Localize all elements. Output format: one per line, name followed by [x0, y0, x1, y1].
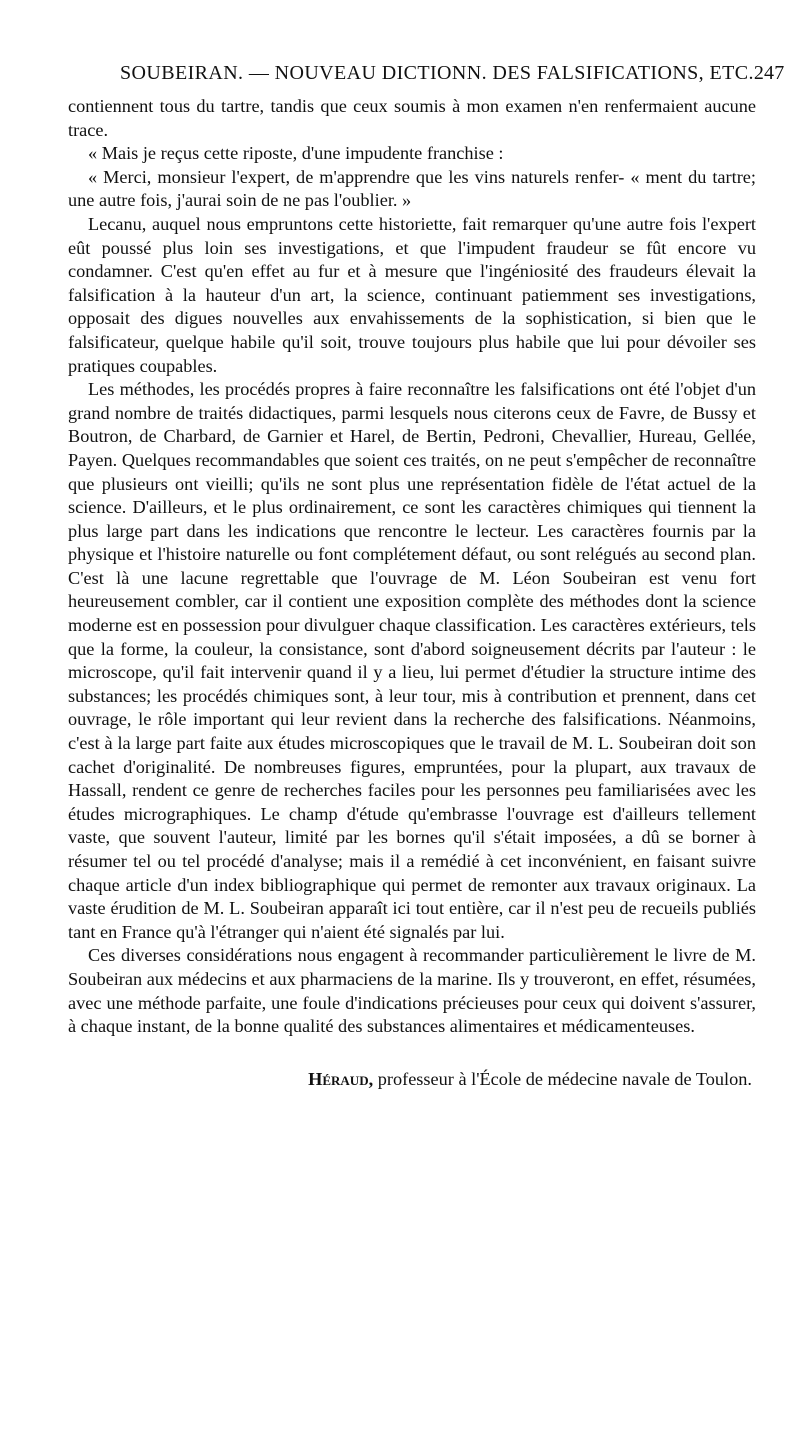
running-title: SOUBEIRAN. — NOUVEAU DICTIONN. DES FALSIFICATIONS, ETC.	[120, 62, 754, 84]
paragraph-conclusion: Ces diverses considérations nous engagent à recommander particulièrement le livre de M. Soubeiran aux médecins et aux pharmaciens de la marine. Ils y trouveront, en effet, résumées, avec une méthode parfaite, une foule d'indications précieuses pour ceux qui doivent s'assurer, à chaque instant, de la bonne qualité des substances alimentaires et médicamenteuses.	[68, 945, 756, 1037]
signature-name: Héraud,	[308, 1068, 374, 1089]
paragraph-methods: Les méthodes, les procédés propres à faire reconnaître les falsifications ont été l'objet d'un grand nombre de traités didactiques, parmi lesquels nous citerons ceux de Favre, de Bussy et Boutron, de Charbard, de Garnier et Harel, de Bertin, Pedroni, Chevallier, Hureau, Gellée, Payen. Quelques recommandables que soient ces traités, on ne peut s'empêcher de reconnaître que plusieurs ont vieilli; qu'ils ne sont plus une représentation fidèle de l'état actuel de la science. D'ailleurs, et le plus ordinairement, ce sont les caractères chimiques qui tiennent la plus large part dans les indications que rencontre le lecteur. Les caractères fournis par la physique et l'histoire naturelle ou font complétement défaut, ou sont relégués au second plan. C'est là une lacune regrettable que l'ouvrage de M. Léon Soubeiran est venu fort heureusement combler, car il contient une exposition complète des méthodes dont la science moderne est en possession pour divulguer chaque classification. Les caractères extérieurs, tels que la forme, la couleur, la consistance, sont d'abord soigneusement décrits par l'auteur : le microscope, qu'il fait intervenir quand il y a lieu, lui permet d'étudier la structure intime des substances; les procédés chimiques sont, à leur tour, mis à contribution et prennent, dans cet ouvrage, le rôle important qui leur revient dans la recherche des falsifications. Néanmoins, c'est à la large part faite aux études microscopiques que le travail de M. L. Soubeiran doit son cachet d'originalité. De nombreuses figures, empruntées, pour la plupart, aux travaux de Hassall, rendent ce genre de recherches faciles pour les personnes peu familiarisées avec les études micrographiques. Le champ d'étude qu'embrasse l'ouvrage est d'ailleurs tellement vaste, que souvent l'auteur, limité par les bornes qu'il s'était imposées, a dû se borner à résumer tel ou tel procédé d'analyse; mais il a remédié à cet inconvénient, en faisant suivre chaque article d'un index bibliographique qui permet de remonter aux travaux originaux. La vaste érudition de M. L. Soubeiran apparaît ici tout entière, car il n'est peu de recueils publiés tant en France qu'à l'étranger qui n'aient été signalés par lui.	[68, 379, 756, 942]
running-head	[68, 62, 785, 85]
body-text	[68, 95, 756, 1039]
signature-title: professeur à l'École de médecine navale de Toulon.	[377, 1068, 752, 1089]
paragraph-quote-1: « Mais je reçus cette riposte, d'une impudente franchise :	[88, 143, 504, 164]
paragraph-quote-2: « Merci, monsieur l'expert, de m'apprendre que les vins naturels renfer- « ment du tartre; une autre fois, j'aurai soin de ne pas l'oublier. »	[68, 166, 756, 211]
signature	[68, 1067, 756, 1091]
paragraph-lecanu: Lecanu, auquel nous empruntons cette historiette, fait remarquer qu'une autre fois l'expert eût poussé plus loin ses investigations, et que l'impudent fraudeur se fût encore vu condamner. C'est qu'en effet au fur et à mesure que l'ingéniosité des fraudeurs élevait la falsification à la hauteur d'un art, la science, continuant patiemment ses investigations, opposait des digues nouvelles aux envahissements de la sophistication, si bien que le falsificateur, quelque habile qu'il soit, trouve toujours plus habile que lui pour dévoiler ses pratiques coupables.	[68, 213, 756, 376]
paragraph-continuation: contiennent tous du tartre, tandis que ceux soumis à mon examen n'en renfermaient aucune trace.	[68, 96, 756, 140]
page-number: 247	[753, 62, 785, 84]
